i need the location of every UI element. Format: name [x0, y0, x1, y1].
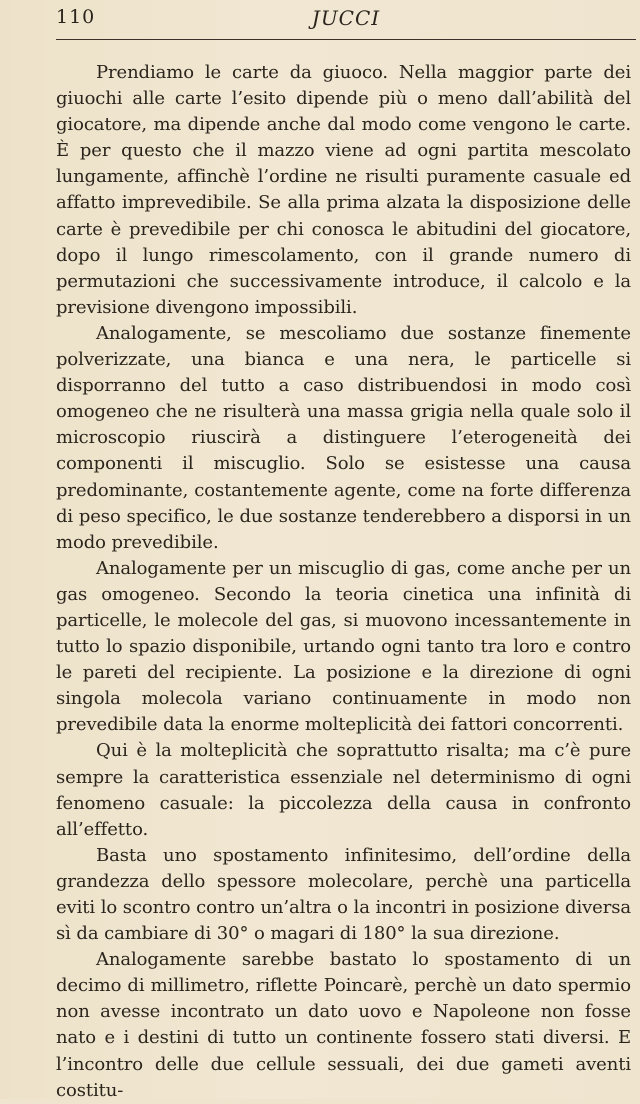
header-rule	[56, 39, 636, 40]
page-number: 110	[56, 6, 96, 28]
paragraph-2: Analogamente, se mescoliamo due sostanze finemente polverizzate, una bianca e una nera, le particelle si disporranno del tutto a caso distribuendosi in modo così omogeneo che ne risulterà una massa grigia nella quale solo il microscopio riuscirà a distinguere l’eterogeneità dei componenti il miscuglio. Solo se esistesse una causa predominante, costantemente agente, come na forte differenza di peso specifico, le due sostanze tenderebbero a disporsi in un modo prevedibile.	[56, 322, 631, 553]
paragraph-6: Analogamente sarebbe bastato lo spostamento di un decimo di millimetro, riflette Poincarè, perchè un dato spermio non avesse incontrato un dato uovo e Napoleone non fosse nato e i destini di tutto un continente fossero stati diversi. E l’incontro delle due cellule sessuali, dei due gameti aventi costitu-	[56, 949, 631, 1101]
paragraph-1: Prendiamo le carte da giuoco. Nella maggior parte dei giuochi alle carte l’esito dipende più o meno dall’abilità del giocatore, ma dipende anche dal modo come vengono le carte. È per questo che il mazzo viene ad ogni partita mescolato lungamente, affinchè l’ordine ne risulti puramente casuale ed affatto imprevedibile. Se alla prima alzata la disposizione delle carte è prevedibile per chi conosca le abitudini del giocatore, dopo il lungo rimescolamento, con il grande numero di permutazioni che successivamente introduce, il calcolo e la previsione divengono impossibili.	[56, 62, 631, 318]
page-header	[56, 4, 636, 34]
paragraph-5: Basta uno spostamento infinitesimo, dell’ordine della grandezza dello spessore molecolare, perchè una particella eviti lo scontro contro un’altra o la incontri in posizione diversa sì da cambiare di 30° o magari di 180° la sua direzione.	[56, 844, 631, 945]
body-text	[56, 60, 631, 1104]
paragraph-4: Qui è la molteplicità che soprattutto risalta; ma c’è pure sempre la caratteristica essenziale nel determinismo di ogni fenomeno casuale: la piccolezza della causa in confronto all’effetto.	[56, 740, 631, 840]
paragraph-3: Analogamente per un miscuglio di gas, come anche per un gas omogeneo. Secondo la teoria cinetica una infinità di particelle, le molecole del gas, si muovono incessantemente in tutto lo spazio disponibile, urtando ogni tanto tra loro e contro le pareti del recipiente. La posizione e la direzione di ogni singola molecola variano continuamente in modo non prevedibile data la enorme molteplicità dei fattori concorrenti.	[56, 557, 631, 736]
running-head: JUCCI	[311, 6, 381, 30]
